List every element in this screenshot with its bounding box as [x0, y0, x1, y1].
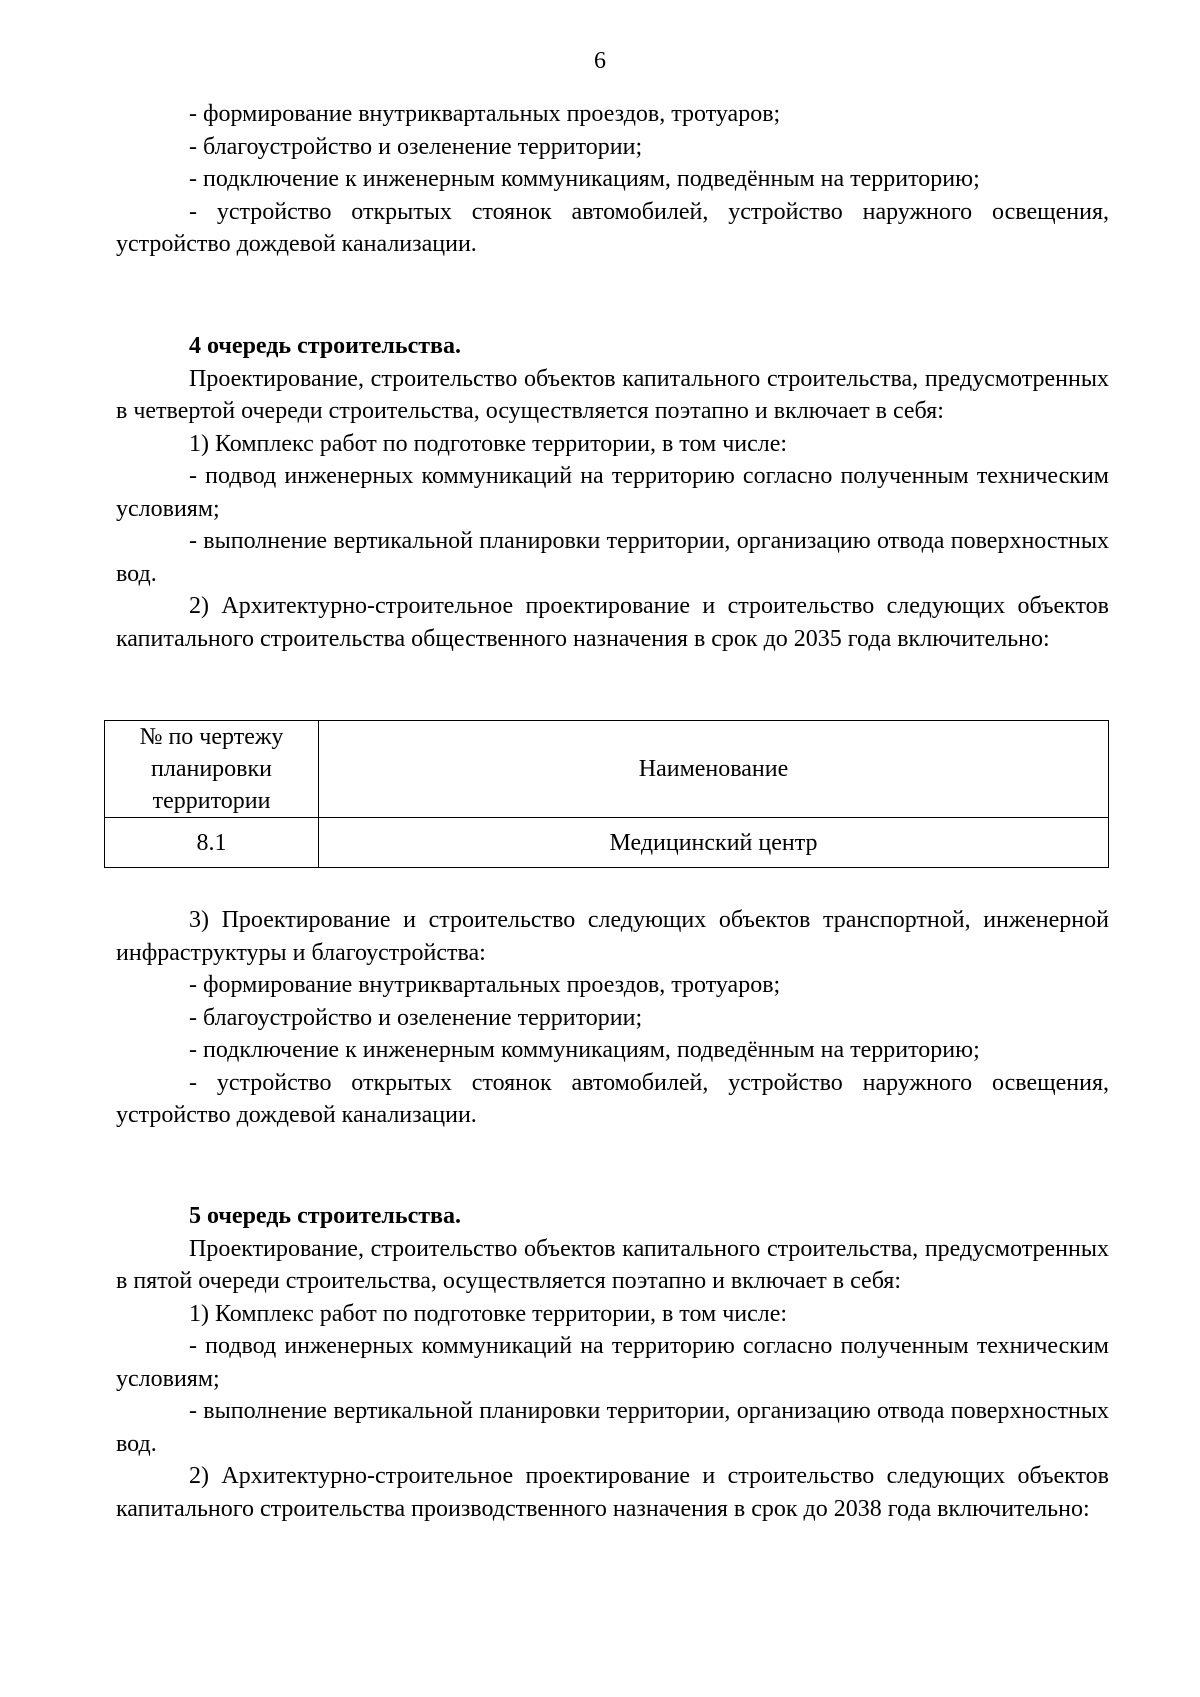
list-item: - выполнение вертикальной планировки территории, организацию отвода поверхностных вод.: [116, 528, 1109, 587]
section-5-heading: 5 очередь строительства.: [189, 1203, 461, 1229]
section-5-step2: 2) Архитектурно-строительное проектирование и строительство следующих объектов капитального строительства производственного назначения в срок до 2038 года включительно:: [116, 1463, 1109, 1522]
header-num-line: № по чертежу: [139, 724, 284, 750]
row-name: Медицинский центр: [319, 818, 1109, 868]
list-item: - благоустройство и озеленение территории;: [189, 1004, 643, 1031]
list-item: - подключение к инженерным коммуникациям, подведённым на территорию;: [189, 1037, 980, 1063]
list-item: - выполнение вертикальной планировки территории, организацию отвода поверхностных вод.: [116, 1398, 1109, 1457]
section-4-intro: Проектирование, строительство объектов капитального строительства, предусмотренных в четвертой очереди строительства, осуществляется поэтапно и включает в себя:: [116, 365, 1109, 424]
section-5-step1-title: 1) Комплекс работ по подготовке территории, в том числе:: [189, 1300, 788, 1327]
header-drawing-number: [105, 721, 319, 818]
section-4-step2: 2) Архитектурно-строительное проектирование и строительство следующих объектов капитального строительства общественного назначения в срок до 2035 года включительно:: [116, 593, 1109, 652]
list-item: - устройство открытых стоянок автомобилей, устройство наружного освещения, устройство дождевой канализации.: [116, 1069, 1109, 1128]
section-5: [116, 1200, 1109, 1525]
section-4-heading: 4 очередь строительства.: [189, 333, 461, 359]
list-item: - формирование внутриквартальных проездов, тротуаров;: [189, 101, 781, 127]
infrastructure-list-top: [116, 98, 1109, 261]
list-item: - подвод инженерных коммуникаций на территорию согласно полученным техническим условиям;: [116, 1333, 1109, 1392]
section-5-intro: Проектирование, строительство объектов капитального строительства, предусмотренных в пятой очереди строительства, осуществляется поэтапно и включает в себя:: [116, 1235, 1109, 1294]
page-number: 6: [594, 48, 606, 74]
section-4-step1-title: 1) Комплекс работ по подготовке территории, в том числе:: [189, 430, 788, 457]
table-row: [105, 818, 1109, 868]
list-item: - устройство открытых стоянок автомобилей, устройство наружного освещения, устройство дождевой канализации.: [116, 198, 1109, 257]
section-4: [116, 330, 1109, 655]
list-item: - подключение к инженерным коммуникациям, подведённым на территорию;: [189, 166, 980, 192]
list-item: - формирование внутриквартальных проездов, тротуаров;: [189, 972, 781, 998]
header-num-line: территории: [152, 788, 271, 814]
row-number: 8.1: [105, 818, 319, 868]
section-4-step3-title: 3) Проектирование и строительство следующих объектов транспортной, инженерной инфраструктуры и благоустройства:: [116, 907, 1109, 966]
header-name: Наименование: [319, 721, 1109, 818]
table-header-row: [105, 721, 1109, 818]
list-item: - благоустройство и озеленение территории;: [189, 133, 643, 160]
objects-table: [104, 720, 1109, 868]
header-num-line: планировки: [151, 756, 272, 782]
list-item: - подвод инженерных коммуникаций на территорию согласно полученным техническим условиям;: [116, 463, 1109, 522]
section-4-step3: [116, 904, 1109, 1132]
